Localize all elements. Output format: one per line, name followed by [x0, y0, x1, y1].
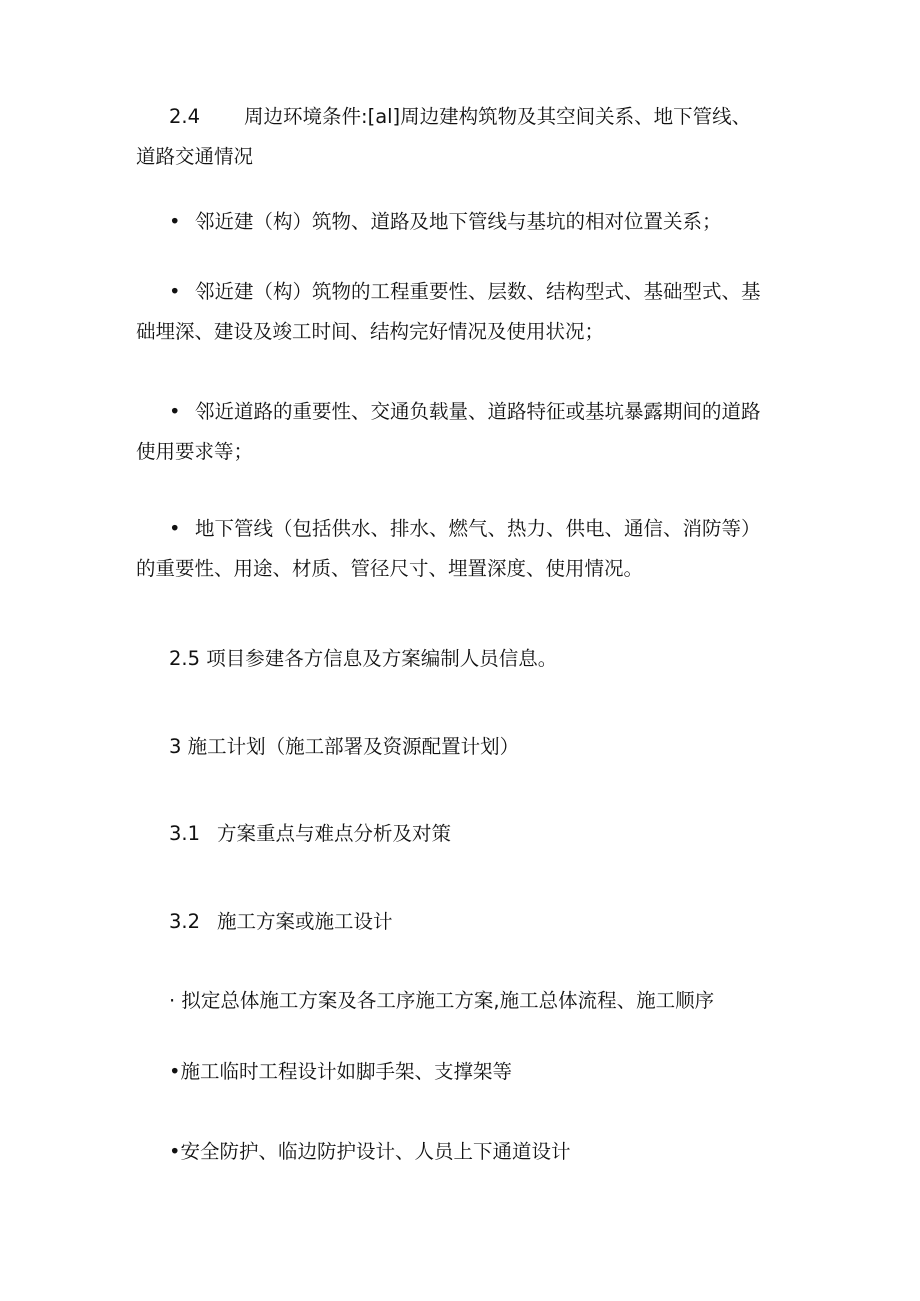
bullet-marker: • — [169, 280, 181, 303]
bullet-item — [136, 509, 786, 589]
list-item — [136, 981, 786, 1021]
section-heading: 2.5 项目参建各方信息及方案编制人员信息。 — [169, 647, 558, 670]
list-item-text: •安全防护、临边防护设计、人员上下通道设计 — [169, 1140, 571, 1163]
list-item-text: •施工临时工程设计如脚手架、支撑架等 — [169, 1060, 513, 1083]
section-heading-line2: 道路交通情况 — [136, 145, 254, 168]
bullet-item — [136, 202, 786, 242]
bullet-marker: • — [169, 400, 181, 423]
section-heading: 方案重点与难点分析及对策 — [217, 822, 452, 845]
section-3 — [136, 727, 786, 767]
section-3-1 — [136, 814, 786, 854]
section-number: 2.4 — [169, 105, 201, 128]
bullet-text: 邻近道路的重要性、交通负载量、道路特征或基坑暴露期间的道路 — [195, 400, 761, 423]
bullet-text-continued: 础埋深、建设及竣工时间、结构完好情况及使用状况； — [136, 320, 605, 343]
section-3-2 — [136, 902, 786, 942]
section-number: 3.1 — [169, 822, 201, 845]
list-item-text: · 拟定总体施工方案及各工序施工方案,施工总体流程、施工顺序 — [169, 989, 715, 1012]
list-item — [136, 1132, 786, 1172]
section-number: 3.2 — [169, 910, 201, 933]
section-2-4 — [136, 97, 786, 177]
bullet-marker: • — [169, 210, 181, 233]
bullet-text-continued: 使用要求等； — [136, 440, 254, 463]
bullet-item — [136, 272, 786, 352]
bullet-text: 邻近建（构）筑物、道路及地下管线与基坑的相对位置关系； — [195, 210, 722, 233]
bullet-text: 邻近建（构）筑物的工程重要性、层数、结构型式、基础型式、基 — [195, 280, 761, 303]
list-item — [136, 1052, 786, 1092]
bullet-marker: • — [169, 517, 181, 540]
section-heading-line1: 周边环境条件:[al]周边建构筑物及其空间关系、地下管线、 — [244, 105, 752, 128]
section-heading: 施工方案或施工设计 — [217, 910, 393, 933]
bullet-text-continued: 的重要性、用途、材质、管径尺寸、埋置深度、使用情况。 — [136, 557, 644, 580]
bullet-item — [136, 392, 786, 472]
section-heading: 3 施工计划（施工部署及资源配置计划） — [169, 735, 520, 758]
section-2-5 — [136, 639, 786, 679]
bullet-text: 地下管线（包括供水、排水、燃气、热力、供电、通信、消防等） — [195, 517, 761, 540]
